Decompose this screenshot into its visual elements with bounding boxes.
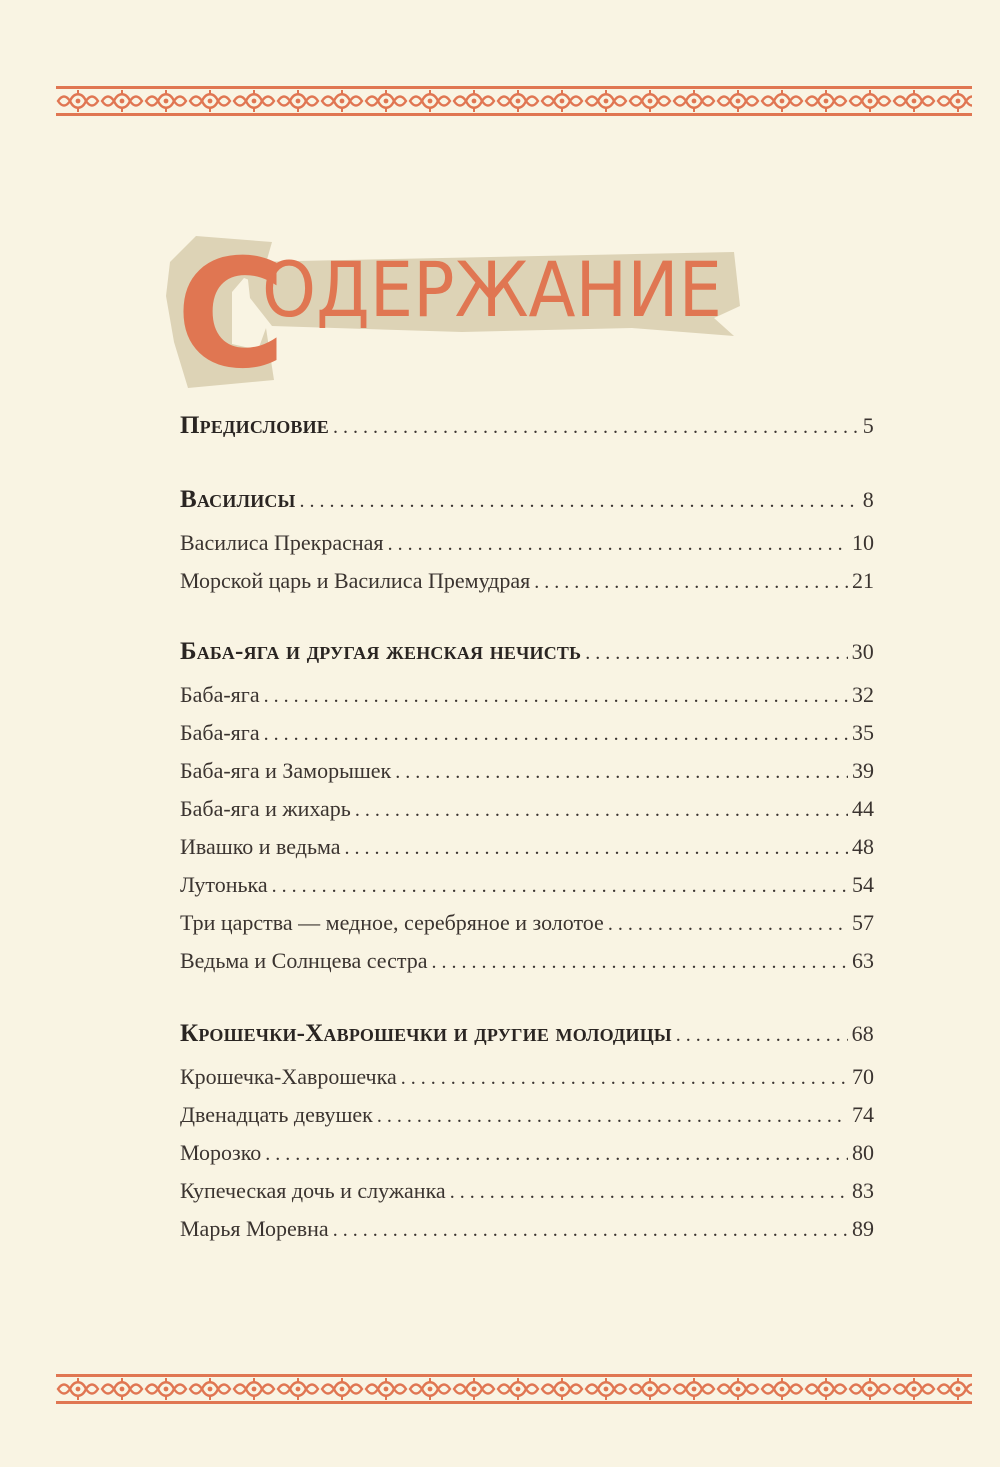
toc-entry-label: Баба-яга [180, 720, 260, 745]
toc-section-heading[interactable] [180, 638, 874, 682]
title-initial: С [176, 232, 287, 392]
toc-leader-dots [388, 533, 848, 556]
toc-leader-dots [450, 1181, 848, 1204]
toc-entry[interactable] [180, 1216, 874, 1254]
ornament-border-bottom [56, 1374, 972, 1404]
table-of-contents [180, 412, 874, 1254]
toc-leader-dots [608, 913, 848, 936]
toc-preface[interactable] [180, 412, 874, 456]
toc-entry[interactable] [180, 682, 874, 720]
toc-leader-dots [401, 1067, 848, 1090]
toc-page-number: 89 [852, 1216, 874, 1241]
page-title [162, 232, 742, 392]
toc-page-number: 54 [852, 872, 874, 897]
toc-entry-label: Купеческая дочь и служанка [180, 1178, 446, 1203]
section-gap [180, 606, 874, 638]
toc-leader-dots [264, 723, 848, 746]
toc-leader-dots [585, 642, 847, 665]
toc-leader-dots [431, 951, 848, 974]
toc-entry-label: Три царства — медное, серебряное и золотое [180, 910, 604, 935]
toc-section-khavroshechki [180, 1020, 874, 1254]
toc-entry-label: Крошечка-Хаврошечка [180, 1064, 397, 1089]
title-text: ОДЕРЖАНИЕ [262, 245, 722, 334]
toc-entry[interactable] [180, 530, 874, 568]
toc-section-heading[interactable] [180, 486, 874, 530]
toc-page-number: 21 [852, 568, 874, 593]
toc-page-number: 10 [852, 530, 874, 555]
toc-entry-label: Баба-яга и Заморышек [180, 758, 392, 783]
toc-entry[interactable] [180, 1064, 874, 1102]
toc-leader-dots [377, 1105, 848, 1128]
toc-page-number: 68 [851, 1021, 874, 1046]
toc-entry[interactable] [180, 910, 874, 948]
toc-page-number: 8 [862, 487, 874, 512]
ornament-pattern-bottom [56, 1374, 972, 1404]
toc-entry-label: Баба-яга [180, 682, 260, 707]
toc-entry-label: Марья Моревна [180, 1216, 329, 1241]
toc-section-vasilisy [180, 486, 874, 606]
toc-page-number: 74 [852, 1102, 874, 1127]
toc-page-number: 32 [852, 682, 874, 707]
toc-entry[interactable] [180, 1140, 874, 1178]
toc-entry[interactable] [180, 1178, 874, 1216]
toc-page-number: 63 [852, 948, 874, 973]
toc-entry[interactable] [180, 758, 874, 796]
toc-entry[interactable] [180, 1102, 874, 1140]
section-gap [180, 986, 874, 1020]
toc-entry[interactable] [180, 872, 874, 910]
toc-heading-label: Крошечки-Хаврошечки и другие молодицы [180, 1020, 672, 1047]
toc-page-number: 44 [852, 796, 874, 821]
toc-page-number: 5 [862, 413, 874, 438]
toc-entry-label: Двенадцать девушек [180, 1102, 373, 1127]
toc-page-number: 57 [852, 910, 874, 935]
toc-leader-dots [355, 799, 848, 822]
toc-page-number: 80 [852, 1140, 874, 1165]
toc-leader-dots [395, 761, 848, 784]
toc-entry-label: Василиса Прекрасная [180, 530, 384, 555]
toc-entry-label: Лутонька [180, 872, 268, 897]
toc-leader-dots [264, 685, 848, 708]
toc-section-heading[interactable] [180, 1020, 874, 1064]
ornament-pattern-top [56, 86, 972, 116]
ornament-border-top [56, 86, 972, 116]
toc-heading-label: Предисловие [180, 412, 330, 439]
toc-leader-dots [676, 1024, 848, 1047]
toc-page-number: 30 [851, 639, 874, 664]
toc-entry[interactable] [180, 948, 874, 986]
toc-leader-dots [333, 416, 859, 439]
toc-entry-label: Морозко [180, 1140, 262, 1165]
toc-entry[interactable] [180, 834, 874, 872]
toc-page-number: 39 [852, 758, 874, 783]
toc-entry-label: Баба-яга и жихарь [180, 796, 351, 821]
toc-page-number: 48 [852, 834, 874, 859]
toc-heading-label: Баба-яга и другая женская нечисть [180, 638, 582, 665]
title-graphic [162, 232, 742, 392]
toc-heading-label: Василисы [180, 486, 296, 513]
toc-leader-dots [272, 875, 848, 898]
toc-leader-dots [265, 1143, 848, 1166]
toc-entry[interactable] [180, 568, 874, 606]
toc-page-number: 35 [852, 720, 874, 745]
toc-leader-dots [299, 490, 858, 513]
section-gap [180, 456, 874, 486]
toc-page-number: 70 [852, 1064, 874, 1089]
toc-page-number: 83 [852, 1178, 874, 1203]
toc-entry-label: Ивашко и ведьма [180, 834, 341, 859]
toc-entry[interactable] [180, 720, 874, 758]
toc-entry[interactable] [180, 796, 874, 834]
toc-leader-dots [345, 837, 848, 860]
toc-leader-dots [534, 571, 848, 594]
toc-entry-label: Морской царь и Василиса Премудрая [180, 568, 531, 593]
toc-entry-label: Ведьма и Солнцева сестра [180, 948, 428, 973]
toc-leader-dots [333, 1219, 848, 1242]
toc-section-baba-yaga [180, 638, 874, 986]
